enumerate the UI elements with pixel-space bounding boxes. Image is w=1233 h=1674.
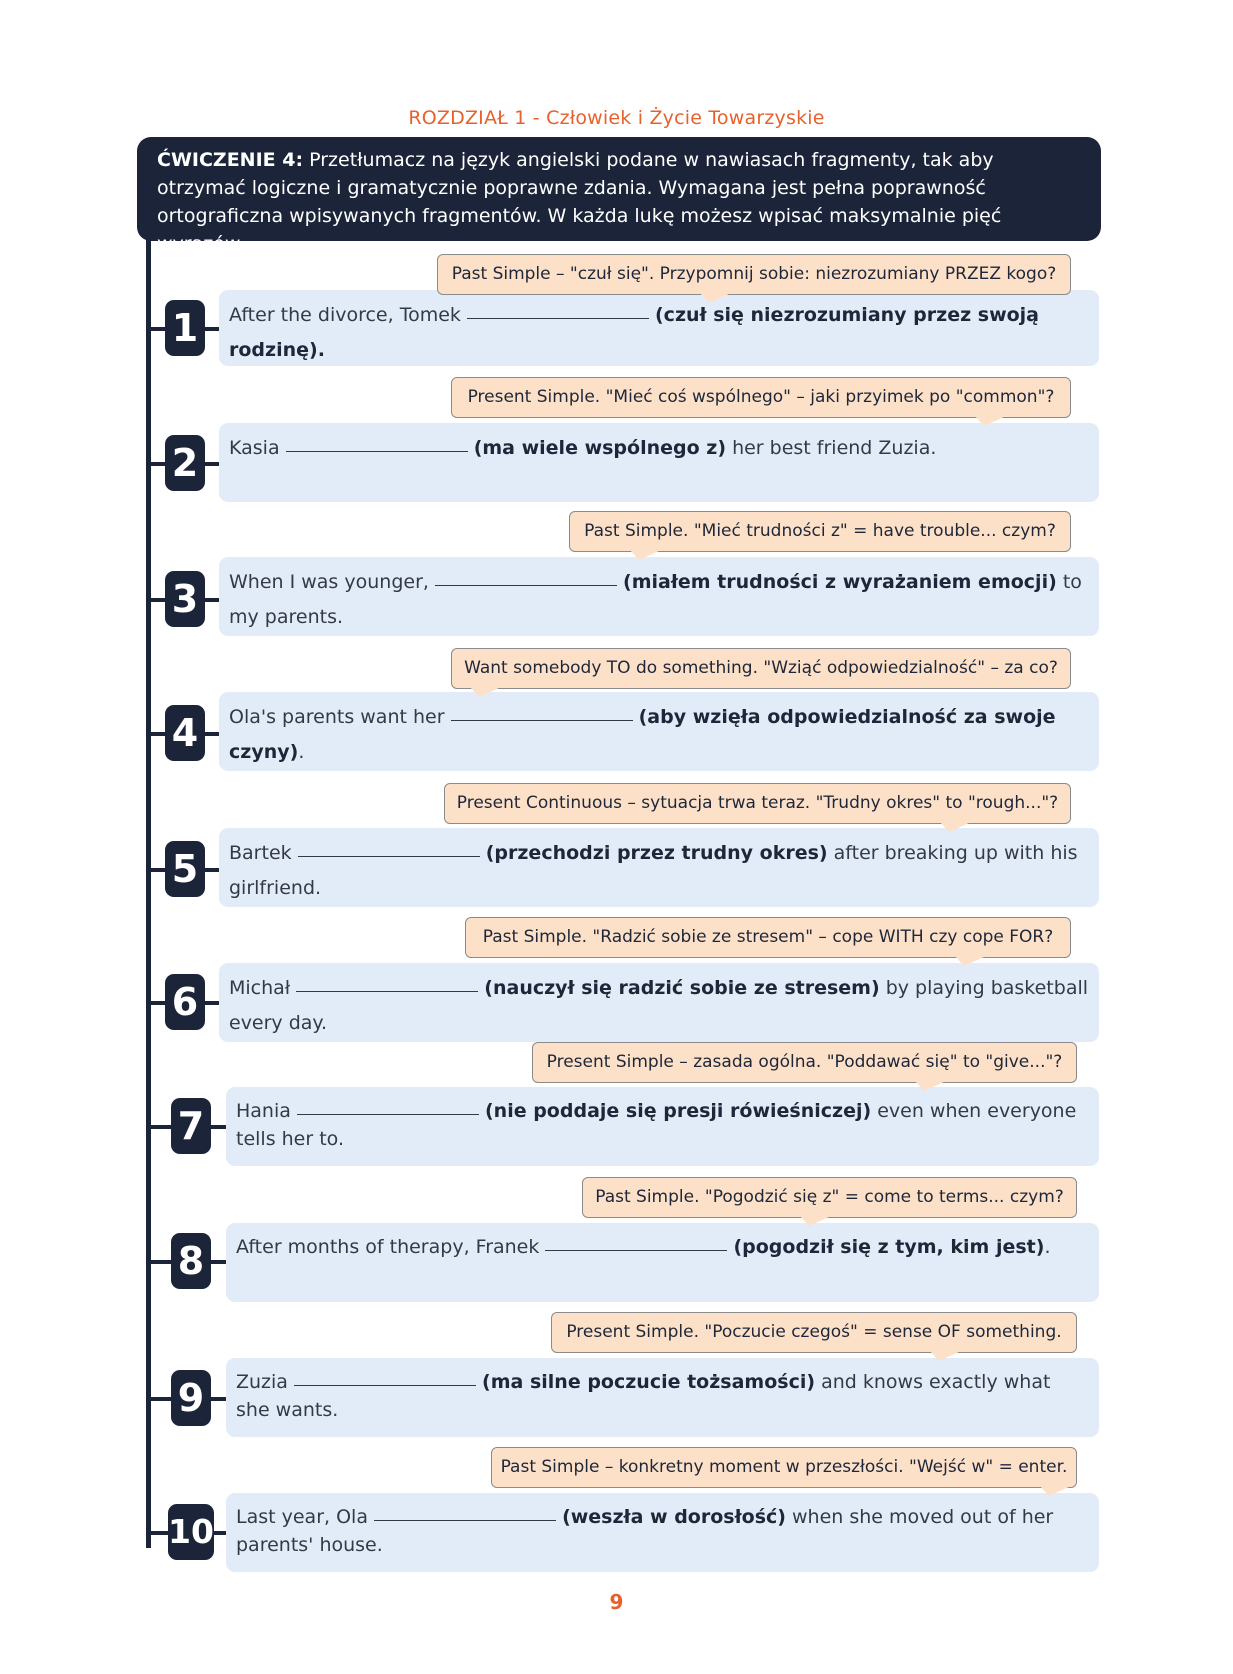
sentence-start: Kasia <box>229 437 286 459</box>
polish-prompt: (nie poddaje się presji rówieśniczej) <box>484 1100 872 1122</box>
sentence-start: Zuzia <box>236 1371 294 1393</box>
item-number-badge: 4 <box>165 705 205 761</box>
item-number-badge: 5 <box>165 841 205 897</box>
hint-bubble-tail <box>700 293 731 303</box>
sentence-end: when she moved out of her parents' house. <box>236 1506 1054 1556</box>
polish-prompt: (ma wiele wspólnego z) <box>473 437 727 459</box>
hint-bubble-tail <box>940 822 971 832</box>
hint-bubble-tail <box>915 1081 946 1091</box>
item-number-badge: 7 <box>171 1098 211 1154</box>
answer-blank[interactable] <box>298 855 480 857</box>
hint-bubble-tail <box>1040 1486 1071 1496</box>
sentence-start: When I was younger, <box>229 571 435 593</box>
sentence-card <box>226 1087 1099 1166</box>
item-number-badge: 2 <box>165 435 205 491</box>
answer-blank[interactable] <box>297 1113 479 1115</box>
page-number: 9 <box>609 1590 624 1614</box>
hint-bubble: Past Simple – konkretny moment w przeszłości. "Wejść w" = enter. <box>491 1447 1077 1488</box>
sentence-start: Michał <box>229 977 297 999</box>
sentence-start: Hania <box>236 1100 297 1122</box>
hint-bubble-tail <box>630 550 661 560</box>
hint-bubble-tail <box>955 956 986 966</box>
polish-prompt: (miałem trudności z wyrażaniem emocji) <box>623 571 1057 593</box>
exercise-label: ĆWICZENIE 4: <box>157 149 304 171</box>
hint-bubble: Present Simple. "Mieć coś wspólnego" – jaki przyimek po "common"? <box>451 377 1071 418</box>
sentence-start: Bartek <box>229 842 298 864</box>
sentence-end: and knows exactly what she wants. <box>236 1371 1051 1421</box>
answer-blank[interactable] <box>374 1519 556 1521</box>
sentence-end: . <box>298 741 305 763</box>
answer-blank[interactable] <box>467 317 649 319</box>
chapter-title: ROZDZIAŁ 1 - Człowiek i Życie Towarzyskie <box>408 107 825 129</box>
polish-prompt: (przechodzi przez trudny okres) <box>485 842 828 864</box>
sentence-card <box>219 692 1099 771</box>
hint-bubble: Past Simple. "Mieć trudności z" = have trouble... czym? <box>569 511 1071 552</box>
answer-blank[interactable] <box>286 450 468 452</box>
hint-bubble: Past Simple – "czuł się". Przypomnij sobie: niezrozumiany PRZEZ kogo? <box>437 254 1071 295</box>
hint-bubble-tail <box>930 1351 961 1361</box>
sentence-end: . <box>1044 1236 1051 1258</box>
exercise-header <box>137 137 1101 255</box>
hint-bubble: Present Simple – zasada ogólna. "Poddawać się" to "give..."? <box>532 1042 1077 1083</box>
sentence-start: Ola's parents want her <box>229 706 451 728</box>
sentence-end: even when everyone tells her to. <box>236 1100 1077 1150</box>
sentence-card <box>219 423 1099 502</box>
sentence-card <box>219 828 1099 907</box>
polish-prompt: (czuł się niezrozumiany przez swoją rodzinę). <box>229 304 1040 361</box>
sentence-end: her best friend Zuzia. <box>726 437 937 459</box>
polish-prompt: (aby wzięła odpowiedzialność za swoje czyny) <box>229 706 1056 763</box>
hint-bubble: Present Continuous – sytuacja trwa teraz. "Trudny okres" to "rough..."? <box>444 783 1071 824</box>
sentence-start: Last year, Ola <box>236 1506 375 1528</box>
sentence-end: to my parents. <box>229 571 1082 628</box>
sentence-end: after breaking up with his girlfriend. <box>229 842 1078 899</box>
item-number-badge: 1 <box>165 300 205 356</box>
item-number-badge: 3 <box>165 571 205 627</box>
answer-blank[interactable] <box>435 584 617 586</box>
sentence-card <box>219 290 1099 366</box>
sentence-card <box>226 1223 1099 1302</box>
hint-bubble: Past Simple. "Radzić sobie ze stresem" – cope WITH czy cope FOR? <box>465 917 1071 958</box>
hint-bubble-tail <box>975 416 1006 426</box>
polish-prompt: (ma silne poczucie tożsamości) <box>482 1371 816 1393</box>
exercise-instruction: Przetłumacz na język angielski podane w nawiasach fragmenty, tak aby otrzymać logiczne i gramatycznie poprawne zdania. Wymagana jest pełna poprawność ortograficzna wpisywanych fragmentów. W każda lukę możesz wpisać maksymalnie pięć wyrazów. <box>157 149 1002 255</box>
sentence-card <box>219 557 1099 636</box>
hint-bubble: Want somebody TO do something. "Wziąć odpowiedzialność" – za co? <box>451 648 1071 689</box>
hint-bubble: Past Simple. "Pogodzić się z" = come to terms... czym? <box>582 1177 1077 1218</box>
timeline-spine <box>146 236 151 1548</box>
hint-bubble: Present Simple. "Poczucie czegoś" = sense OF something. <box>551 1312 1077 1353</box>
sentence-start: After months of therapy, Franek <box>236 1236 546 1258</box>
sentence-card <box>219 963 1099 1042</box>
hint-bubble-tail <box>470 687 501 697</box>
answer-blank[interactable] <box>294 1384 476 1386</box>
sentence-card <box>226 1358 1099 1437</box>
sentence-start: After the divorce, Tomek <box>229 304 467 326</box>
answer-blank[interactable] <box>545 1249 727 1251</box>
answer-blank[interactable] <box>451 719 633 721</box>
hint-bubble-tail <box>800 1216 831 1226</box>
item-number-badge: 9 <box>171 1370 211 1426</box>
answer-blank[interactable] <box>296 990 478 992</box>
sentence-end: by playing basketball every day. <box>229 977 1089 1034</box>
polish-prompt: (weszła w dorosłość) <box>562 1506 786 1528</box>
sentence-card <box>226 1493 1099 1572</box>
polish-prompt: (pogodził się z tym, kim jest) <box>733 1236 1045 1258</box>
item-number-badge: 8 <box>171 1233 211 1289</box>
polish-prompt: (nauczył się radzić sobie ze stresem) <box>484 977 880 999</box>
item-number-badge: 6 <box>165 974 205 1030</box>
item-number-badge: 10 <box>168 1504 214 1560</box>
